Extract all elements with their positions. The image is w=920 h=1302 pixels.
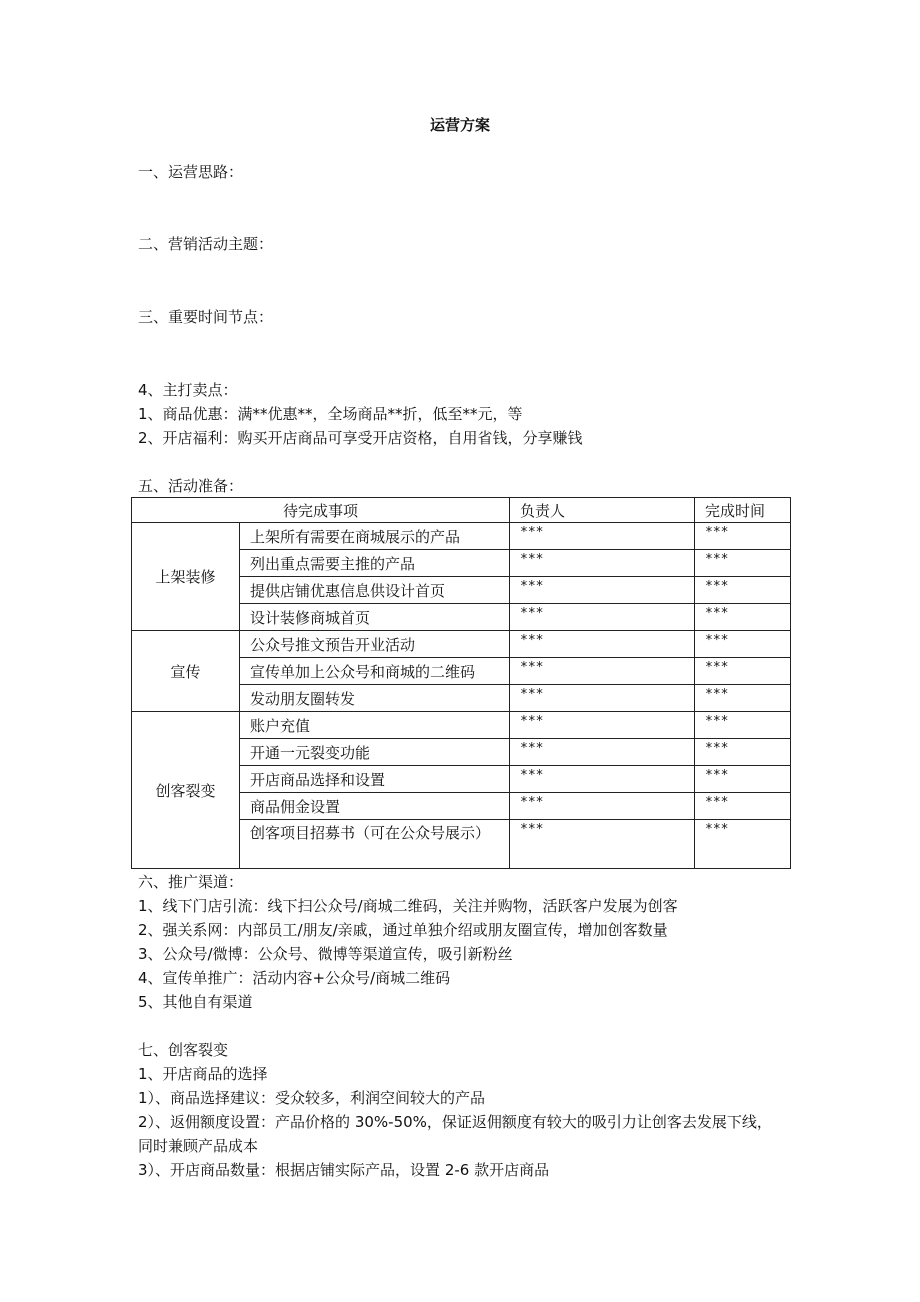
- channel-item: 5、其他自有渠道: [138, 993, 253, 1011]
- time-cell: ***: [695, 739, 791, 766]
- owner-cell: ***: [510, 523, 695, 550]
- section-heading-3: 三、重要时间节点：: [138, 308, 274, 326]
- task-cell: 列出重点需要主推的产品: [240, 550, 510, 577]
- group-label: 上架装修: [132, 523, 240, 631]
- table-row: [132, 712, 791, 739]
- task-cell: 开通一元裂变功能: [240, 739, 510, 766]
- header-owner: 负责人: [510, 498, 695, 523]
- fission-item: 3）、开店商品数量：根据店铺实际产品，设置 2-6 款开店商品: [138, 1161, 550, 1179]
- header-time: 完成时间: [695, 498, 791, 523]
- task-cell: 商品佣金设置: [240, 793, 510, 820]
- section-heading-5: 五、活动准备：: [138, 477, 244, 495]
- owner-cell: ***: [510, 820, 695, 869]
- owner-cell: ***: [510, 712, 695, 739]
- owner-cell: ***: [510, 739, 695, 766]
- task-cell: 提供店铺优惠信息供设计首页: [240, 577, 510, 604]
- task-cell: 上架所有需要在商城展示的产品: [240, 523, 510, 550]
- header-task: 待完成事项: [132, 498, 510, 523]
- fission-item: 1）、商品选择建议：受众较多，利润空间较大的产品: [138, 1089, 486, 1107]
- owner-cell: ***: [510, 766, 695, 793]
- owner-cell: ***: [510, 550, 695, 577]
- time-cell: ***: [695, 577, 791, 604]
- task-cell: 宣传单加上公众号和商城的二维码: [240, 658, 510, 685]
- section-heading-4: 4、主打卖点：: [138, 381, 238, 399]
- owner-cell: ***: [510, 685, 695, 712]
- group-label: 宣传: [132, 631, 240, 712]
- task-cell: 开店商品选择和设置: [240, 766, 510, 793]
- channel-item: 4、宣传单推广：活动内容+公众号/商城二维码: [138, 969, 451, 987]
- table-row: [132, 523, 791, 550]
- group-label: 创客裂变: [132, 712, 240, 869]
- table-header-row: [132, 498, 791, 523]
- owner-cell: ***: [510, 631, 695, 658]
- subsection-heading: 1、开店商品的选择: [138, 1065, 268, 1083]
- section-heading-7: 七、创客裂变: [138, 1041, 229, 1059]
- page-title: 运营方案: [429, 116, 490, 134]
- owner-cell: ***: [510, 658, 695, 685]
- owner-cell: ***: [510, 793, 695, 820]
- owner-cell: ***: [510, 604, 695, 631]
- task-cell: 公众号推文预告开业活动: [240, 631, 510, 658]
- task-cell: 账户充值: [240, 712, 510, 739]
- channel-item: 3、公众号/微博：公众号、微博等渠道宣传，吸引新粉丝: [138, 945, 513, 963]
- time-cell: ***: [695, 766, 791, 793]
- preparation-table: [131, 497, 791, 869]
- channel-item: 2、强关系网：内部员工/朋友/亲戚，通过单独介绍或朋友圈宣传，增加创客数量: [138, 921, 668, 939]
- task-cell: 发动朋友圈转发: [240, 685, 510, 712]
- time-cell: ***: [695, 712, 791, 739]
- section-heading-6: 六、推广渠道：: [138, 873, 244, 891]
- selling-point-item: 1、商品优惠：满**优惠**，全场商品**折，低至**元，等: [138, 405, 523, 423]
- section-heading-2: 二、营销活动主题：: [138, 235, 274, 253]
- task-cell: 设计装修商城首页: [240, 604, 510, 631]
- section-heading-1: 一、运营思路：: [138, 163, 244, 181]
- owner-cell: ***: [510, 577, 695, 604]
- fission-item: 2）、返佣额度设置：产品价格的 30%-50%，保证返佣额度有较大的吸引力让创客去发展下线，同时兼顾产品成本: [138, 1113, 772, 1155]
- time-cell: ***: [695, 523, 791, 550]
- time-cell: ***: [695, 820, 791, 869]
- channel-item: 1、线下门店引流：线下扫公众号/商城二维码，关注并购物，活跃客户发展为创客: [138, 897, 678, 915]
- time-cell: ***: [695, 550, 791, 577]
- selling-point-item: 2、开店福利：购买开店商品可享受开店资格，自用省钱，分享赚钱: [138, 429, 583, 447]
- time-cell: ***: [695, 658, 791, 685]
- time-cell: ***: [695, 685, 791, 712]
- time-cell: ***: [695, 604, 791, 631]
- task-cell: 创客项目招募书（可在公众号展示）: [240, 820, 510, 869]
- time-cell: ***: [695, 793, 791, 820]
- time-cell: ***: [695, 631, 791, 658]
- table-row: [132, 631, 791, 658]
